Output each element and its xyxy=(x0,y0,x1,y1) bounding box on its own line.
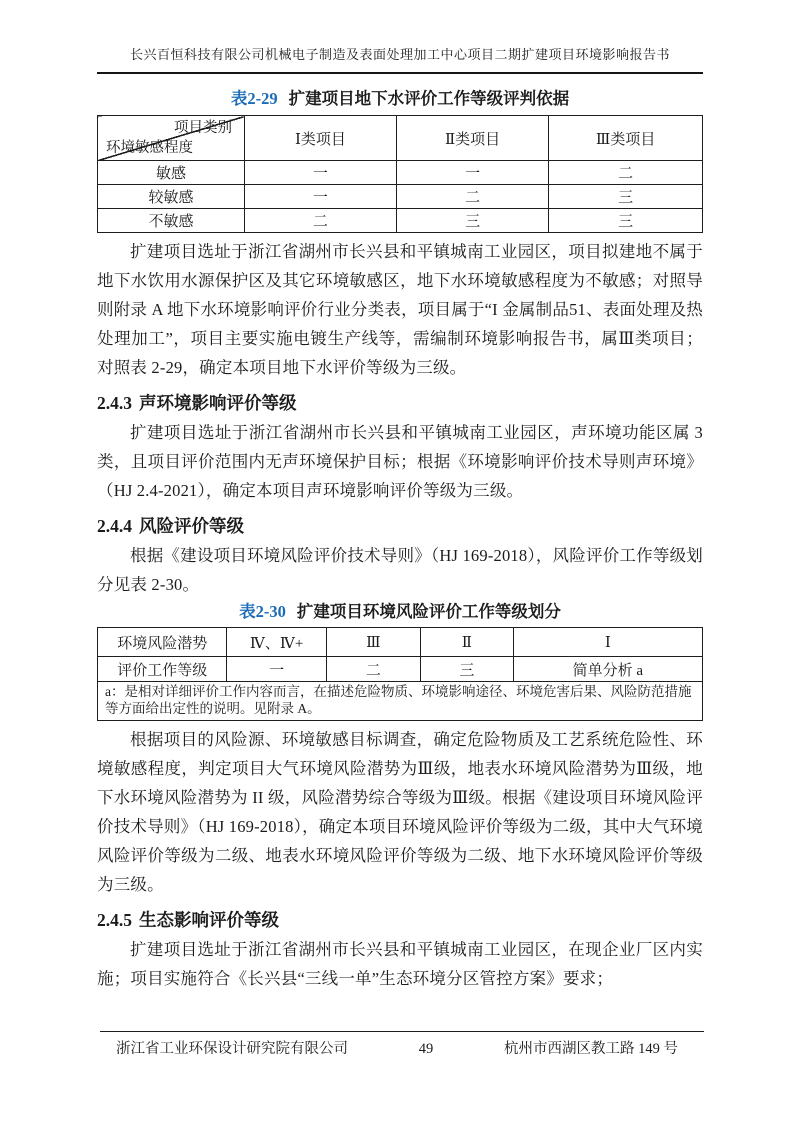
table-cell: 三 xyxy=(421,657,514,682)
section-number: 2.4.4 xyxy=(97,516,132,536)
diagonal-header-cell xyxy=(98,116,245,161)
table-2-30 xyxy=(97,627,703,721)
running-footer xyxy=(100,1031,704,1058)
table-cell: 简单分析 a xyxy=(513,657,702,682)
running-header xyxy=(97,0,703,74)
column-header: Ⅰ类项目 xyxy=(245,116,397,161)
table-cell: Ⅲ xyxy=(326,628,420,657)
diagonal-top-label: 项目类别 xyxy=(174,120,232,136)
row-label: 敏感 xyxy=(98,161,245,185)
paragraph-groundwater: 扩建项目选址于浙江省湖州市长兴县和平镇城南工业园区，项目拟建地不属于地下水饮用水源保护区及其它环境敏感区，地下水环境敏感程度为不敏感；对照导则附录 A 地下水环境影响评价行业分类表，项目属于“I 金属制品51、表面处理及热处理加工”，项目主要实施电镀生产线等，需编制环境影响报告书，属Ⅲ类项目；对照表 2-29，确定本项目地下水评价等级为三级。 xyxy=(97,242,703,377)
section-number: 2.4.5 xyxy=(97,910,132,930)
table-2-30-caption-text: 扩建项目环境风险评价工作等级划分 xyxy=(296,602,561,621)
table-cell: Ⅰ xyxy=(513,628,702,657)
table-cell: 一 xyxy=(245,161,397,185)
column-header: Ⅱ类项目 xyxy=(396,116,548,161)
table-cell: Ⅱ xyxy=(421,628,514,657)
table-2-29-header-row xyxy=(98,116,703,161)
table-row xyxy=(98,161,703,185)
table-2-29-caption-label: 表2-29 xyxy=(230,89,278,108)
column-header: Ⅲ类项目 xyxy=(549,116,703,161)
table-cell: 二 xyxy=(549,161,703,185)
section-heading-2-4-4 xyxy=(97,513,703,539)
table-2-30-caption-label: 表2-30 xyxy=(239,602,286,621)
table-row xyxy=(98,185,703,209)
row-label: 评价工作等级 xyxy=(98,657,227,682)
footer-company: 浙江省工业环保设计研究院有限公司 xyxy=(116,1041,348,1057)
table-row xyxy=(98,209,703,233)
table-cell: 二 xyxy=(326,657,420,682)
table-2-29 xyxy=(97,115,703,233)
row-label: 不敏感 xyxy=(98,209,245,233)
table-cell: 三 xyxy=(396,209,548,233)
table-row xyxy=(98,657,703,682)
running-header-title: 长兴百恒科技有限公司机械电子制造及表面处理加工中心项目二期扩建项目环境影响报告书 xyxy=(129,47,670,62)
section-heading-2-4-3 xyxy=(97,390,703,416)
section-title: 风险评价等级 xyxy=(139,516,244,536)
table-2-29-caption xyxy=(97,88,703,110)
table-2-30-caption xyxy=(97,601,703,623)
table-row xyxy=(98,628,703,657)
table-cell: 三 xyxy=(549,209,703,233)
table-footnote: a：是相对详细评价工作内容而言，在描述危险物质、环境影响途径、环境危害后果、风险防范措施等方面给出定性的说明。见附录 A。 xyxy=(98,682,703,721)
table-cell: Ⅳ、Ⅳ+ xyxy=(227,628,326,657)
table-2-29-caption-text: 扩建项目地下水评价工作等级评判依据 xyxy=(288,89,570,108)
section-title: 声环境影响评价等级 xyxy=(139,393,297,413)
section-number: 2.4.3 xyxy=(97,393,132,413)
row-label: 较敏感 xyxy=(98,185,245,209)
table-cell: 一 xyxy=(227,657,326,682)
section-heading-2-4-5 xyxy=(97,907,703,933)
table-cell: 三 xyxy=(549,185,703,209)
paragraph-ecology: 扩建项目选址于浙江省湖州市长兴县和平镇城南工业园区，在现企业厂区内实施；项目实施符合《长兴县“三线一单”生态环境分区管控方案》要求； xyxy=(97,940,703,988)
table-cell: 一 xyxy=(396,161,548,185)
header-rule xyxy=(97,72,703,74)
row-label: 环境风险潜势 xyxy=(98,628,227,657)
paragraph-noise: 扩建项目选址于浙江省湖州市长兴县和平镇城南工业园区，声环境功能区属 3 类，且项目评价范围内无声环境保护目标；根据《环境影响评价技术导则声环境》（HJ 2.4-2021），确定本项目声环境影响评价等级为三级。 xyxy=(97,423,703,500)
section-title: 生态影响评价等级 xyxy=(139,910,279,930)
table-cell: 二 xyxy=(245,209,397,233)
footer-row xyxy=(100,1032,704,1058)
paragraph-risk: 根据项目的风险源、环境敏感目标调查，确定危险物质及工艺系统危险性、环境敏感程度，判定项目大气环境风险潜势为Ⅲ级，地表水环境风险潜势为Ⅲ级，地下水环境风险潜势为 II 级，风险潜势综合等级为Ⅲ级。根据《建设项目环境风险评价技术导则》（HJ 169-2018），确定本项目环境风险评价等级为二级，其中大气环境风险评价等级为二级、地表水环境风险评价等级为二级、地下水环境风险评价等级为三级。 xyxy=(97,730,703,894)
table-cell: 二 xyxy=(396,185,548,209)
paragraph-risk-intro: 根据《建设项目环境风险评价技术导则》（HJ 169-2018），风险评价工作等级划分见表 2-30。 xyxy=(97,546,703,594)
page-content xyxy=(97,0,703,993)
footer-page-number: 49 xyxy=(418,1041,434,1057)
footer-address: 杭州市西湖区教工路 149 号 xyxy=(504,1041,678,1057)
table-cell: 一 xyxy=(245,185,397,209)
table-note-row xyxy=(98,682,703,721)
diagonal-bottom-label: 环境敏感程度 xyxy=(106,140,193,156)
